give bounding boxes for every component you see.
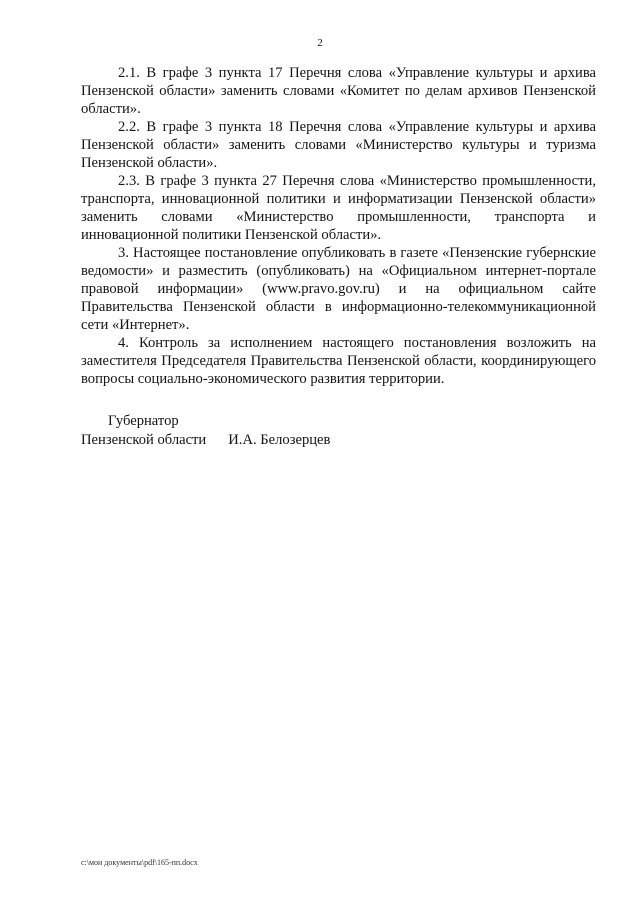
signatory-name: И.А. Белозерцев (228, 432, 331, 448)
paragraph-3: 3. Настоящее постановление опубликовать в газете «Пензенские губернские ведомости» и разместить (опубликовать) на «Официальном интернет-портале правовой информации» (www.pravo.gov.ru) и на официальном сайте Правительства Пензенской области в информационно-телекоммуникационной сети «Интернет». (81, 245, 596, 333)
file-path-footer: c:\мои документы\pdf\165-пп.docx (81, 858, 198, 867)
signature-block (81, 412, 381, 450)
paragraph-2-1: 2.1. В графе 3 пункта 17 Перечня слова «Управление культуры и архива Пензенской области» заменить словами «Комитет по делам архивов Пензенской области». (81, 65, 596, 117)
signatory-region: Пензенской области (81, 432, 207, 448)
signatory-line (81, 431, 381, 450)
document-body (81, 64, 596, 388)
paragraph-4: 4. Контроль за исполнением настоящего постановления возложить на заместителя Председателя Правительства Пензенской области, координирующего вопросы социально-экономического развития территории. (81, 335, 596, 387)
paragraph-2-2: 2.2. В графе 3 пункта 18 Перечня слова «Управление культуры и архива Пензенской области» заменить словами «Министерство культуры и туризма Пензенской области». (81, 119, 596, 171)
signatory-position: Губернатор (108, 413, 179, 429)
paragraph-2-3: 2.3. В графе 3 пункта 27 Перечня слова «Министерство промышленности, транспорта, инновационной политики и информатизации Пензенской области» заменить словами «Министерство промышленности, транспорта и инновационной политики Пензенской области». (81, 173, 596, 243)
page-number: 2 (317, 37, 323, 49)
